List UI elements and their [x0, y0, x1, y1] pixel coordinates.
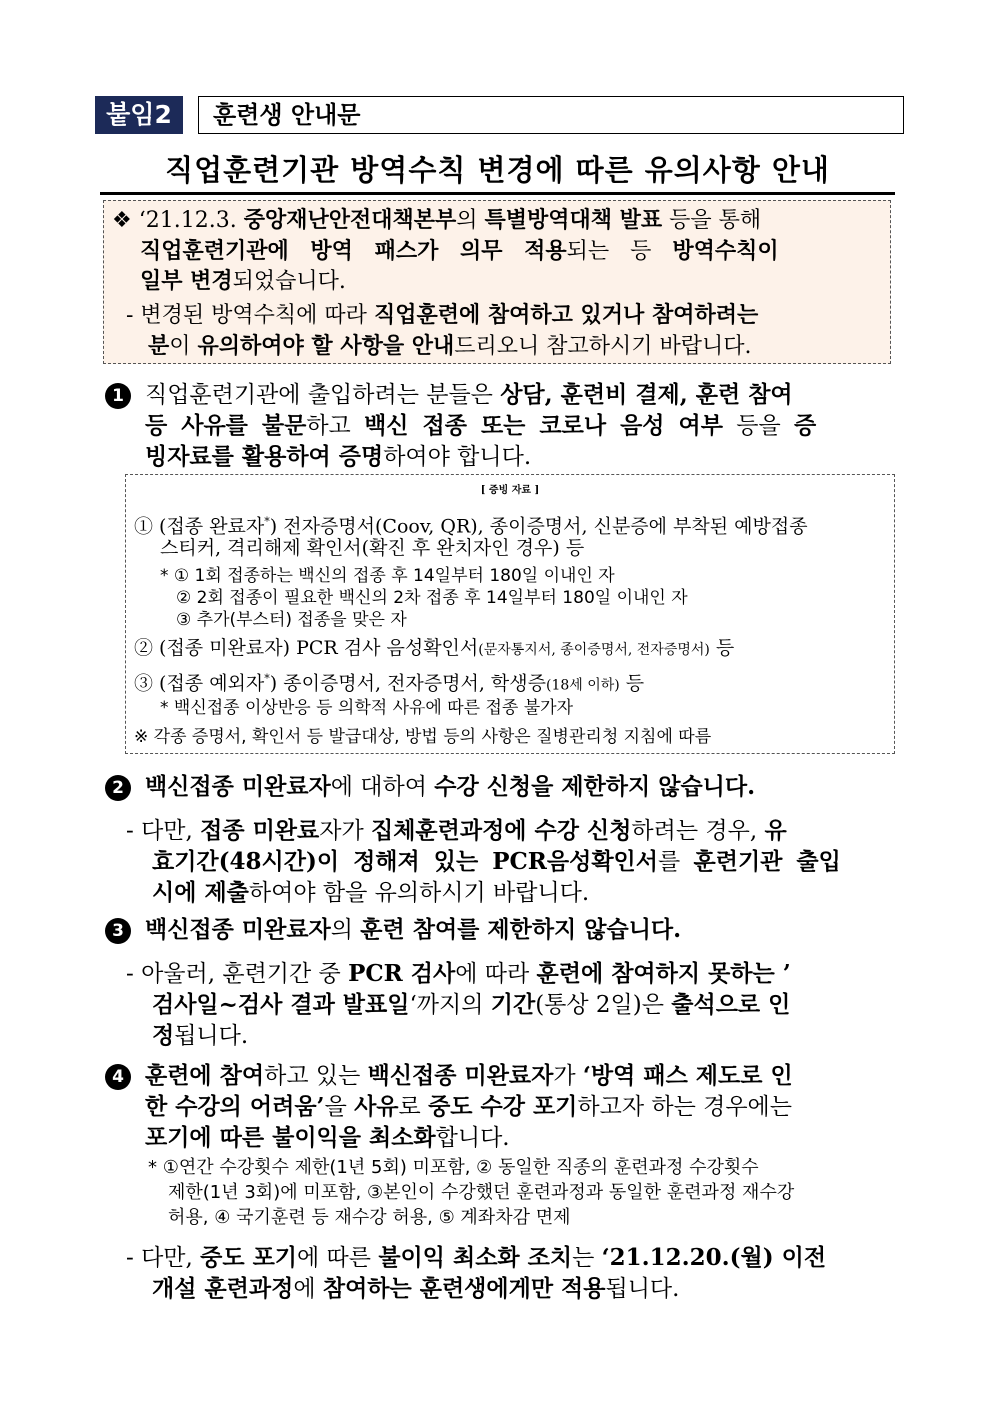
- s1-line-2: 등 사유를 불문하고 백신 접종 또는 코로나 음성 여부 등을 증: [145, 412, 817, 439]
- s3-heading: 백신접종 미완료자의 훈련 참여를 제한하지 않습니다.: [145, 916, 682, 943]
- s4-detail-1: - 다만, 중도 포기에 따른 불이익 최소화 조치는 ‘21.12.20.(월) 이전: [126, 1244, 827, 1271]
- evidence-note-4: * 백신접종 이상반응 등 의학적 사유에 따른 접종 불가자: [160, 698, 574, 718]
- s4-note-1: * ①연간 수강횟수 제한(1년 5회) 미포함, ② 동일한 직종의 훈련과정 수강횟수: [148, 1157, 759, 1178]
- intro-line-3: 일부 변경되었습니다.: [140, 268, 346, 294]
- s3-detail-2: 검사일~검사 결과 발표일‘까지의 기간(통상 2일)은 출석으로 인: [152, 991, 791, 1018]
- s4-detail-2: 개설 훈련과정에 참여하는 훈련생에게만 적용됩니다.: [152, 1275, 680, 1302]
- s2-detail-3: 시에 제출하여야 함을 유의하시기 바랍니다.: [152, 879, 590, 906]
- evidence-heading: [ 증빙 자료 ]: [480, 485, 540, 496]
- diamond-bullet-icon: ❖: [112, 208, 132, 233]
- evidence-note-3: ③ 추가(부스터) 접종을 맞은 자: [176, 610, 407, 630]
- s2-heading: 백신접종 미완료자에 대하여 수강 신청을 제한하지 않습니다.: [145, 773, 756, 800]
- intro-line-5: 분이 유의하여야 할 사항을 안내드리오니 참고하시기 바랍니다.: [148, 333, 752, 359]
- evidence-item-1: ① (접종 완료자*) 전자증명서(Coov, QR), 종이증명서, 신분증에 부착된 예방접종: [134, 515, 808, 538]
- s4-note-2: 제한(1년 3회)에 미포함, ③본인이 수강했던 훈련과정과 동일한 훈련과정 재수강: [168, 1182, 795, 1203]
- s4-note-3: 허용, ④ 국기훈련 등 재수강 허용, ⑤ 계좌차감 면제: [168, 1207, 571, 1228]
- section-2-number-icon: 2: [105, 775, 131, 801]
- s1-line-3: 빙자료를 활용하여 증명하여야 합니다.: [145, 443, 532, 470]
- intro-line-1: ❖ ‘21.12.3. 중앙재난안전대책본부의 특별방역대책 발표 등을 통해: [112, 207, 762, 233]
- section-3-number-icon: 3: [105, 918, 131, 944]
- s3-detail-1: - 아울러, 훈련기간 중 PCR 검사에 따라 훈련에 참여하지 못하는 ’: [126, 960, 791, 987]
- evidence-item-3: ③ (접종 예외자*) 종이증명서, 전자증명서, 학생증(18세 이하) 등: [134, 672, 645, 695]
- attachment-tag: 붙임2: [95, 96, 183, 134]
- s4-line-3: 포기에 따른 불이익을 최소화합니다.: [145, 1124, 510, 1151]
- section-1-number-icon: 1: [105, 383, 131, 409]
- page-title: 직업훈련기관 방역수칙 변경에 따른 유의사항 안내: [165, 153, 830, 187]
- evidence-note-2: ② 2회 접종이 필요한 백신의 2차 접종 후 14일부터 180일 이내인 자: [176, 588, 688, 608]
- evidence-note-1: * ① 1회 접종하는 백신의 접종 후 14일부터 180일 이내인 자: [160, 566, 615, 586]
- s1-line-1: 직업훈련기관에 출입하려는 분들은 상담, 훈련비 결제, 훈련 참여: [145, 381, 793, 408]
- s3-detail-3: 정됩니다.: [152, 1022, 249, 1049]
- s2-detail-1: - 다만, 접종 미완료자가 집체훈련과정에 수강 신청하려는 경우, 유: [126, 817, 787, 844]
- section-4-number-icon: 4: [105, 1064, 131, 1090]
- evidence-item-2: ② (접종 미완료자) PCR 검사 음성확인서(문자통지서, 종이증명서, 전자증명서) 등: [134, 637, 735, 659]
- s4-line-2: 한 수강의 어려움’을 사유로 중도 수강 포기하고자 하는 경우에는: [145, 1093, 792, 1120]
- intro-line-2: 직업훈련기관에 방역 패스가 의무 적용되는 등 방역수칙이: [140, 238, 779, 264]
- s2-detail-2: 효기간(48시간)이 정해져 있는 PCR음성확인서를 훈련기관 출입: [152, 848, 841, 875]
- evidence-item-1-cont: 스티커, 격리해제 확인서(확진 후 완치자인 경우) 등: [160, 537, 585, 559]
- title-underline: [100, 192, 895, 195]
- intro-line-4: - 변경된 방역수칙에 따라 직업훈련에 참여하고 있거나 참여하려는: [126, 302, 759, 328]
- evidence-note-5: ※ 각종 증명서, 확인서 등 발급대상, 방법 등의 사항은 질병관리청 지침에 따름: [134, 727, 712, 747]
- document-subtitle: 훈련생 안내문: [198, 96, 904, 134]
- s4-line-1: 훈련에 참여하고 있는 백신접종 미완료자가 ‘방역 패스 제도로 인: [145, 1062, 793, 1089]
